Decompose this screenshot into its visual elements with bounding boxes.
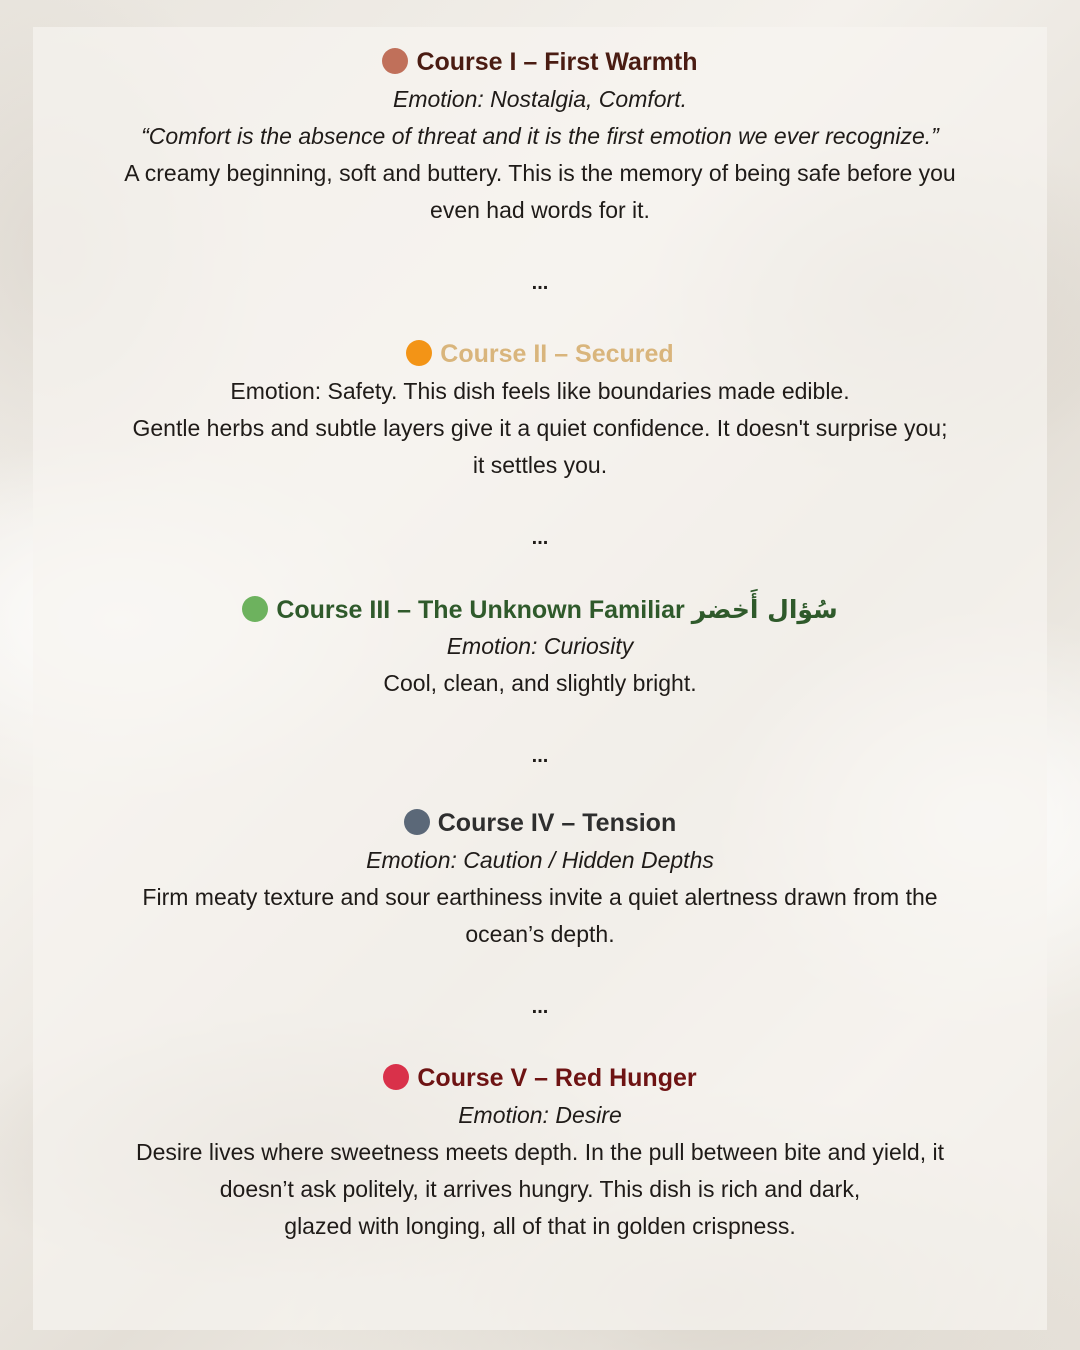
course-3 <box>33 591 1047 702</box>
course-1-quote: “Comfort is the absence of threat and it is the first emotion we ever recognize.” <box>141 123 939 149</box>
course-2-dot-icon <box>406 340 432 366</box>
course-5-title-row <box>33 1060 1047 1097</box>
course-3-title-row <box>33 591 1047 628</box>
course-4-title: Course IV – Tension <box>437 809 677 837</box>
course-5 <box>33 1060 1047 1245</box>
course-3-dot-icon <box>242 596 268 622</box>
course-5-title: Course V – Red Hunger <box>417 1064 697 1092</box>
course-3-title-arabic: سُؤال أَخضر <box>691 595 838 624</box>
course-2-desc-line: Emotion: Safety. This dish feels like boundaries made edible. <box>230 378 850 404</box>
course-2-title-row <box>33 336 1047 373</box>
course-1-title: Course I – First Warmth <box>416 48 698 76</box>
course-1 <box>33 44 1047 229</box>
course-5-emotion: Emotion: Desire <box>458 1102 622 1128</box>
course-4-desc-line: ocean’s depth. <box>465 921 615 947</box>
course-3-emotion: Emotion: Curiosity <box>446 633 634 659</box>
course-5-desc-line: glazed with longing, all of that in golden crispness. <box>284 1213 796 1239</box>
course-2 <box>33 336 1047 484</box>
course-2-desc-line: it settles you. <box>472 452 608 478</box>
separator: ... <box>531 996 549 1018</box>
separator: ... <box>531 527 549 549</box>
separator: ... <box>531 272 549 294</box>
course-4-title-row <box>33 805 1047 842</box>
course-4-emotion: Emotion: Caution / Hidden Depths <box>366 847 714 873</box>
course-2-desc-line: Gentle herbs and subtle layers give it a quiet confidence. It doesn't surprise you; <box>132 415 948 441</box>
separator: ... <box>531 745 549 767</box>
course-4 <box>33 805 1047 953</box>
course-5-dot-icon <box>383 1064 409 1090</box>
course-1-desc-line: even had words for it. <box>430 197 650 223</box>
course-3-desc-line: Cool, clean, and slightly bright. <box>383 670 697 696</box>
course-1-emotion: Emotion: Nostalgia, Comfort. <box>392 86 687 112</box>
course-5-desc-line: Desire lives where sweetness meets depth. In the pull between bite and yield, it <box>136 1139 944 1165</box>
course-4-dot-icon <box>404 809 430 835</box>
course-4-desc-line: Firm meaty texture and sour earthiness invite a quiet alertness drawn from the <box>142 884 938 910</box>
course-3-title: Course III – The Unknown Familiar <box>276 596 685 624</box>
course-1-dot-icon <box>382 48 408 74</box>
course-1-desc-line: A creamy beginning, soft and buttery. This is the memory of being safe before you <box>124 160 956 186</box>
course-1-title-row <box>33 44 1047 81</box>
course-5-desc-line: doesn’t ask politely, it arrives hungry. This dish is rich and dark, <box>219 1176 861 1202</box>
menu-panel <box>33 27 1047 1330</box>
course-2-title: Course II – Secured <box>440 340 674 368</box>
